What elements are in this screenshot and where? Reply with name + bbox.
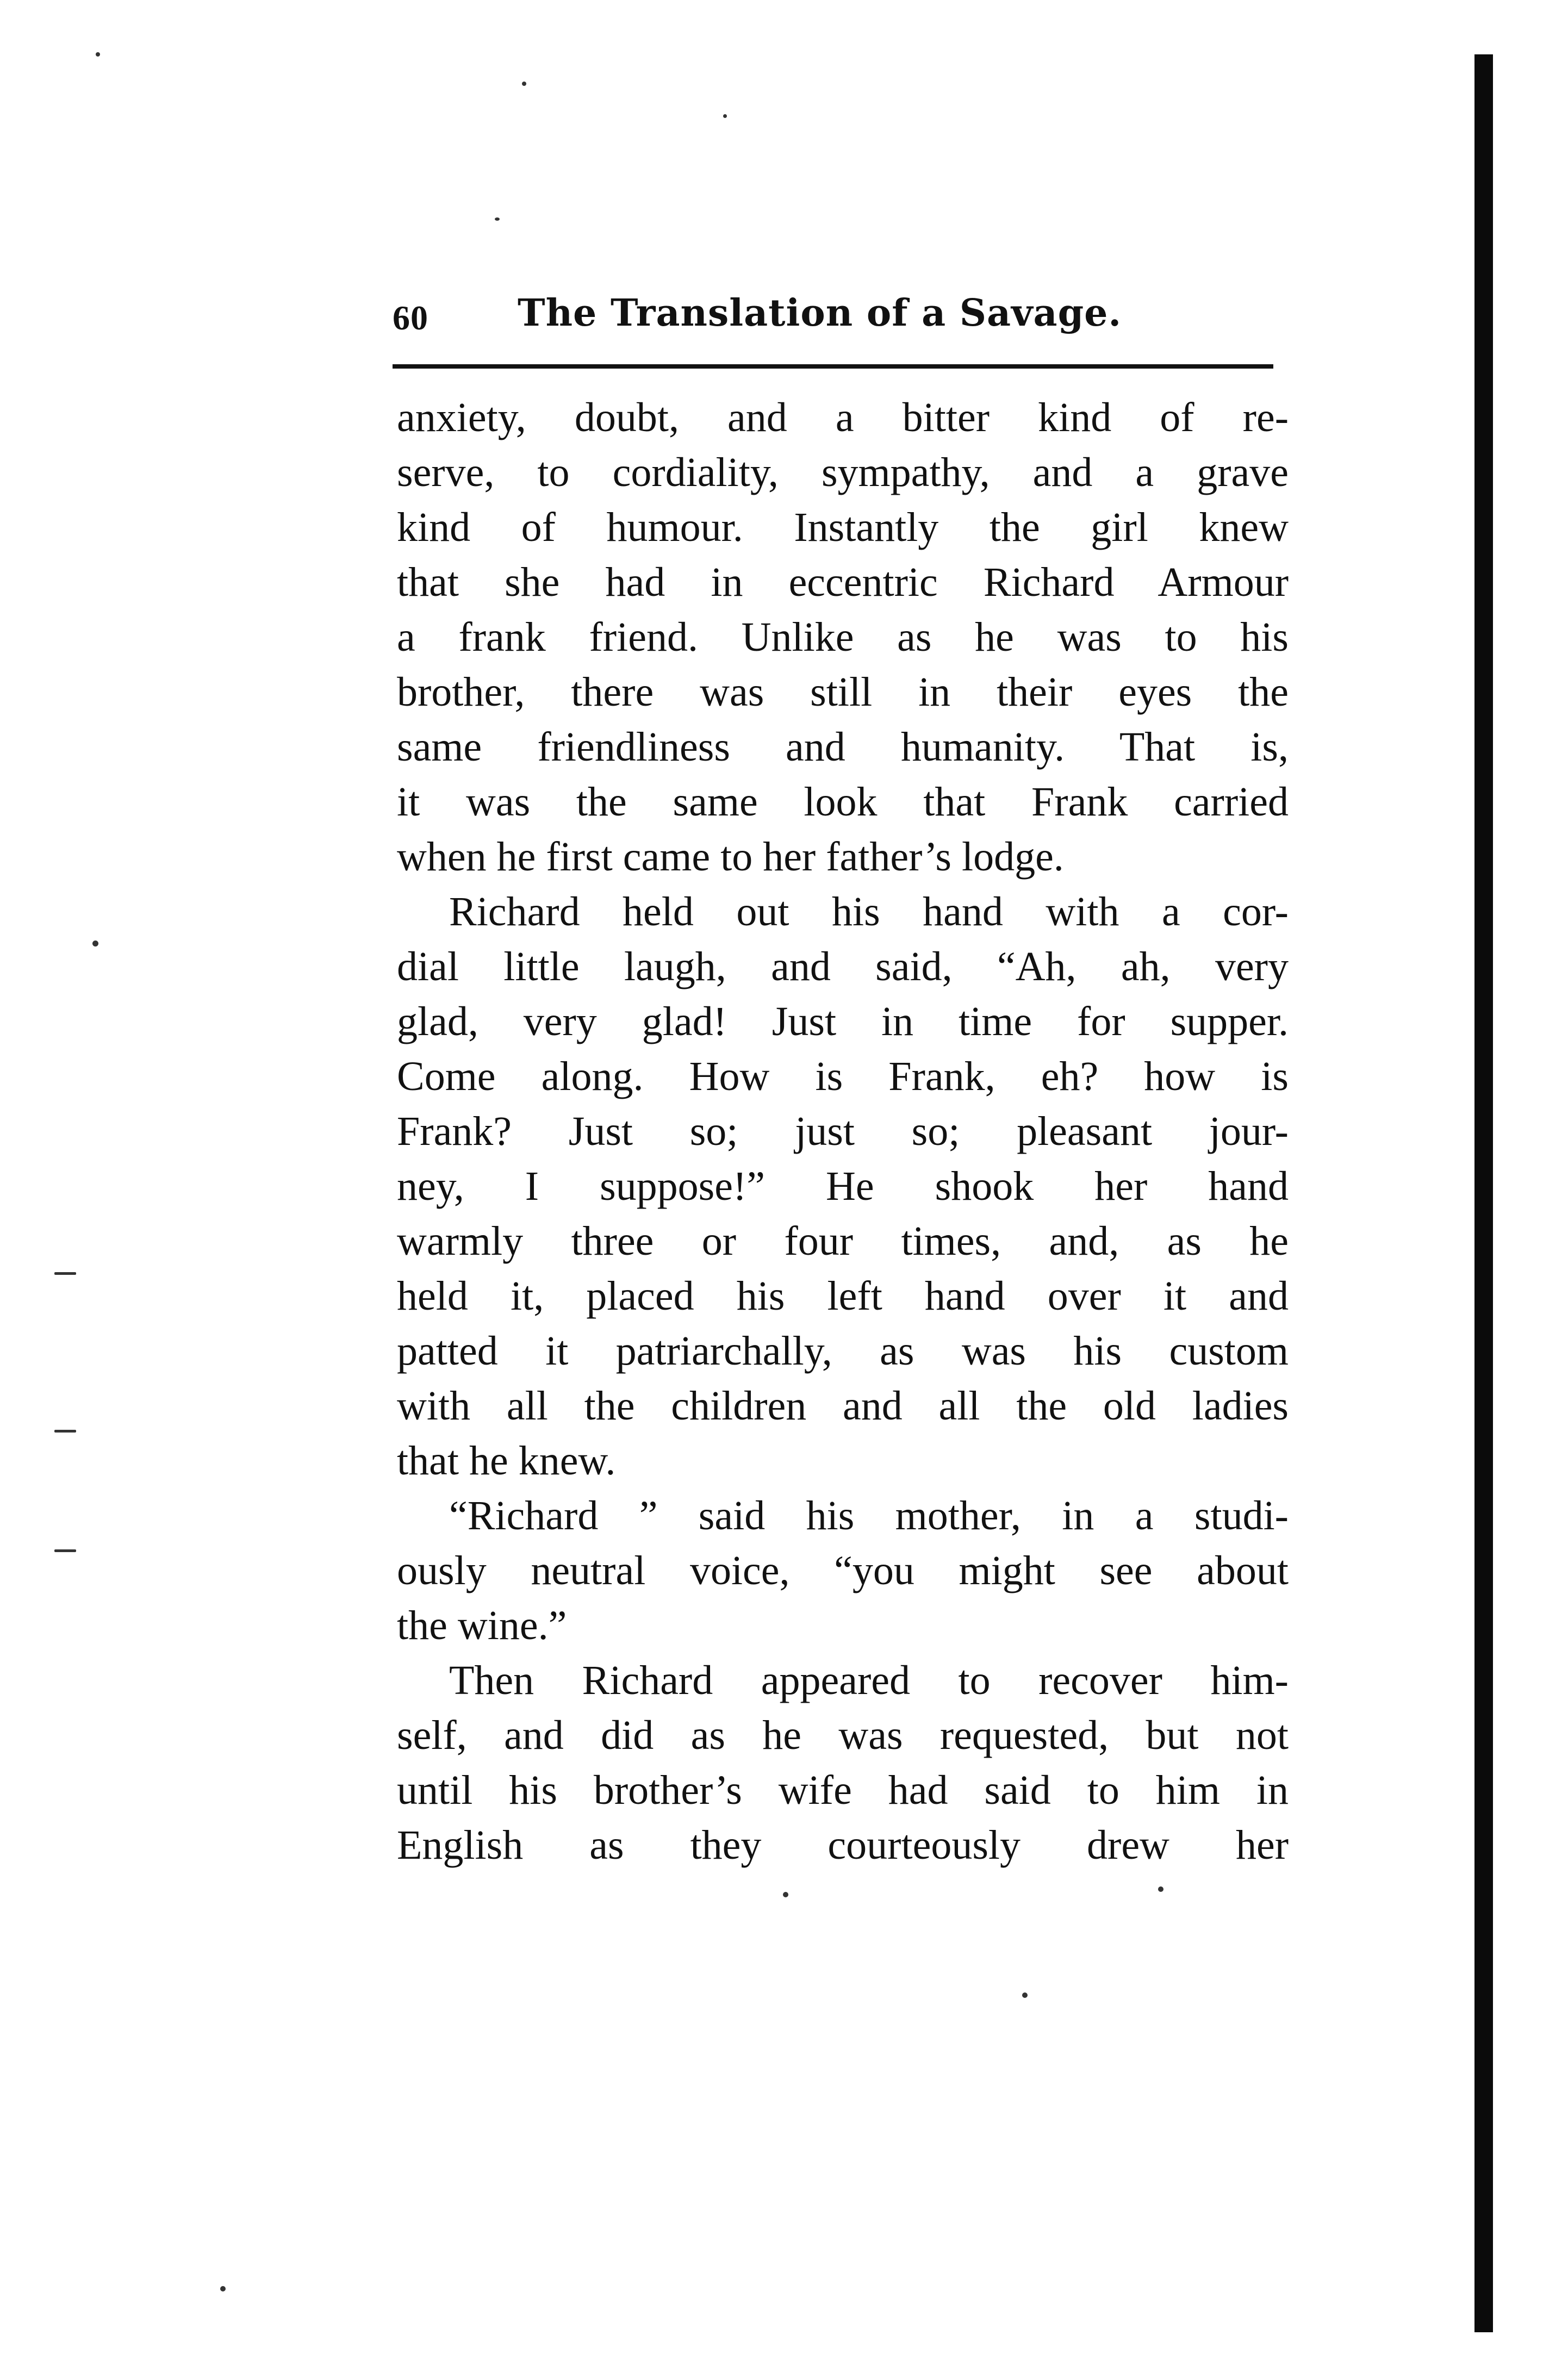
text-line: serve, to cordiality, sympathy, and a grave bbox=[397, 450, 1289, 495]
scan-speck bbox=[96, 52, 100, 57]
text-line: Richard held out his hand with a cor- bbox=[449, 889, 1289, 935]
text-line: until his brother’s wife had said to him in bbox=[397, 1767, 1289, 1813]
scan-speck bbox=[54, 1430, 76, 1433]
text-line: Come along. How is Frank, eh? how is bbox=[397, 1054, 1289, 1099]
running-title: The Translation of a Savage. bbox=[518, 291, 1122, 335]
text-line: kind of humour. Instantly the girl knew bbox=[397, 505, 1289, 550]
text-line: same friendliness and humanity. That is, bbox=[397, 724, 1289, 770]
text-line: Then Richard appeared to recover him- bbox=[449, 1658, 1289, 1703]
text-line: brother, there was still in their eyes the bbox=[397, 669, 1289, 715]
page-header bbox=[393, 287, 1273, 352]
header-rule bbox=[393, 364, 1273, 369]
text-line: that she had in eccentric Richard Armour bbox=[397, 559, 1289, 605]
text-line: a frank friend. Unlike as he was to his bbox=[397, 614, 1289, 660]
scan-speck bbox=[54, 1272, 76, 1275]
scan-speck bbox=[92, 941, 98, 946]
text-line: English as they courteously drew her bbox=[397, 1822, 1289, 1868]
scan-speck bbox=[495, 217, 500, 221]
text-line: when he first came to her father’s lodge. bbox=[397, 834, 1064, 880]
text-line: patted it patriarchally, as was his custom bbox=[397, 1328, 1289, 1374]
text-line: dial little laugh, and said, “Ah, ah, very bbox=[397, 944, 1289, 989]
text-line: self, and did as he was requested, but not bbox=[397, 1712, 1289, 1758]
text-line: it was the same look that Frank carried bbox=[397, 779, 1289, 825]
scan-speck bbox=[1022, 1992, 1028, 1998]
scan-page-edge bbox=[1474, 54, 1493, 2332]
scan-speck bbox=[723, 114, 727, 118]
text-line: “Richard ” said his mother, in a studi- bbox=[449, 1493, 1289, 1539]
text-line: anxiety, doubt, and a bitter kind of re- bbox=[397, 395, 1289, 440]
text-line: with all the children and all the old ladies bbox=[397, 1383, 1289, 1429]
text-line: held it, placed his left hand over it and bbox=[397, 1273, 1289, 1319]
text-line: that he knew. bbox=[397, 1438, 616, 1484]
scan-speck bbox=[220, 2286, 226, 2291]
text-line: the wine.” bbox=[397, 1603, 567, 1648]
scan-speck bbox=[1158, 1886, 1163, 1892]
text-line: warmly three or four times, and, as he bbox=[397, 1218, 1289, 1264]
scan-speck bbox=[522, 82, 526, 86]
text-line: Frank? Just so; just so; pleasant jour- bbox=[397, 1109, 1289, 1154]
body-text bbox=[397, 390, 1289, 1873]
scan-speck bbox=[783, 1892, 788, 1897]
text-line: ney, I suppose!” He shook her hand bbox=[397, 1163, 1289, 1209]
text-line: glad, very glad! Just in time for supper. bbox=[397, 999, 1289, 1044]
page-number: 60 bbox=[393, 298, 428, 337]
scan-speck bbox=[54, 1549, 76, 1552]
text-line: ously neutral voice, “you might see about bbox=[397, 1548, 1289, 1593]
